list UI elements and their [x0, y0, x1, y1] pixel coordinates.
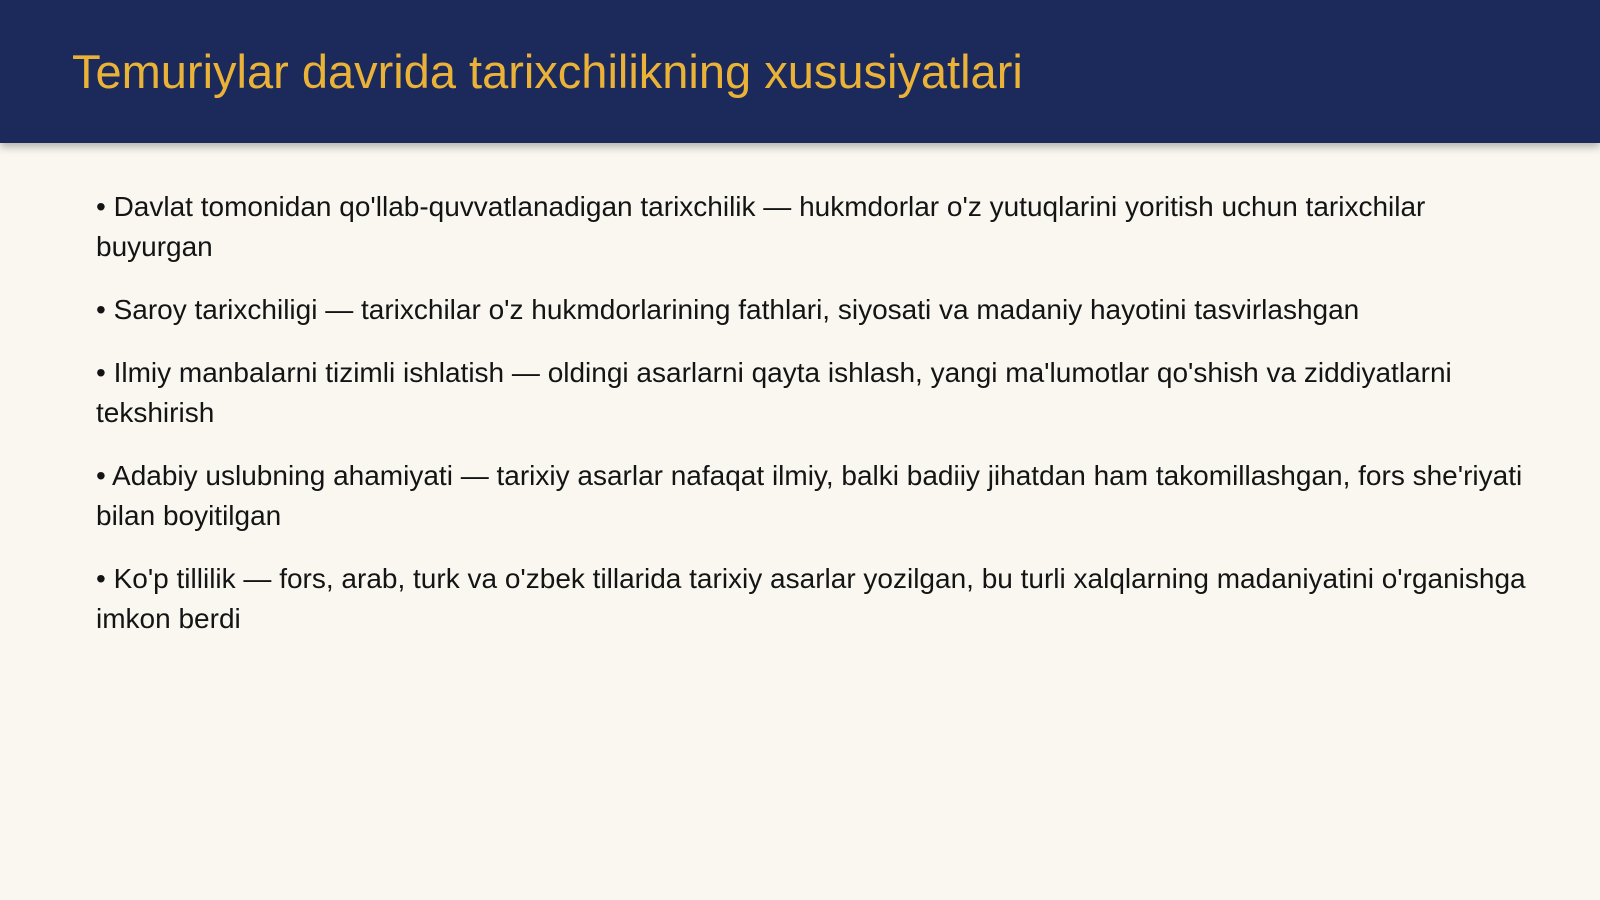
bullet-list [96, 187, 1536, 662]
bullet-item: • Davlat tomonidan qo'llab-quvvatlanadigan tarixchilik — hukmdorlar o'z yutuqlarini yoritish uchun tarixchilar buyurgan [96, 191, 1426, 262]
title-bar [0, 0, 1600, 143]
slide-title: Temuriylar davrida tarixchilikning xususiyatlari [72, 45, 1023, 98]
bullet-item: • Saroy tarixchiligi — tarixchilar o'z hukmdorlarining fathlari, siyosati va madaniy hayotini tasvirlashgan [96, 294, 1360, 325]
bullet-item: • Ko'p tillilik — fors, arab, turk va o'zbek tillarida tarixiy asarlar yozilgan, bu turli xalqlarning madaniyatini o'rganishga imkon berdi [96, 563, 1526, 634]
bullet-item: • Adabiy uslubning ahamiyati — tarixiy asarlar nafaqat ilmiy, balki badiiy jihatdan ham takomillashgan, fors she'riyati bilan boyitilgan [96, 460, 1523, 531]
bullet-item: • Ilmiy manbalarni tizimli ishlatish — oldingi asarlarni qayta ishlash, yangi ma'lumotlar qo'shish va ziddiyatlarni tekshirish [96, 357, 1452, 428]
